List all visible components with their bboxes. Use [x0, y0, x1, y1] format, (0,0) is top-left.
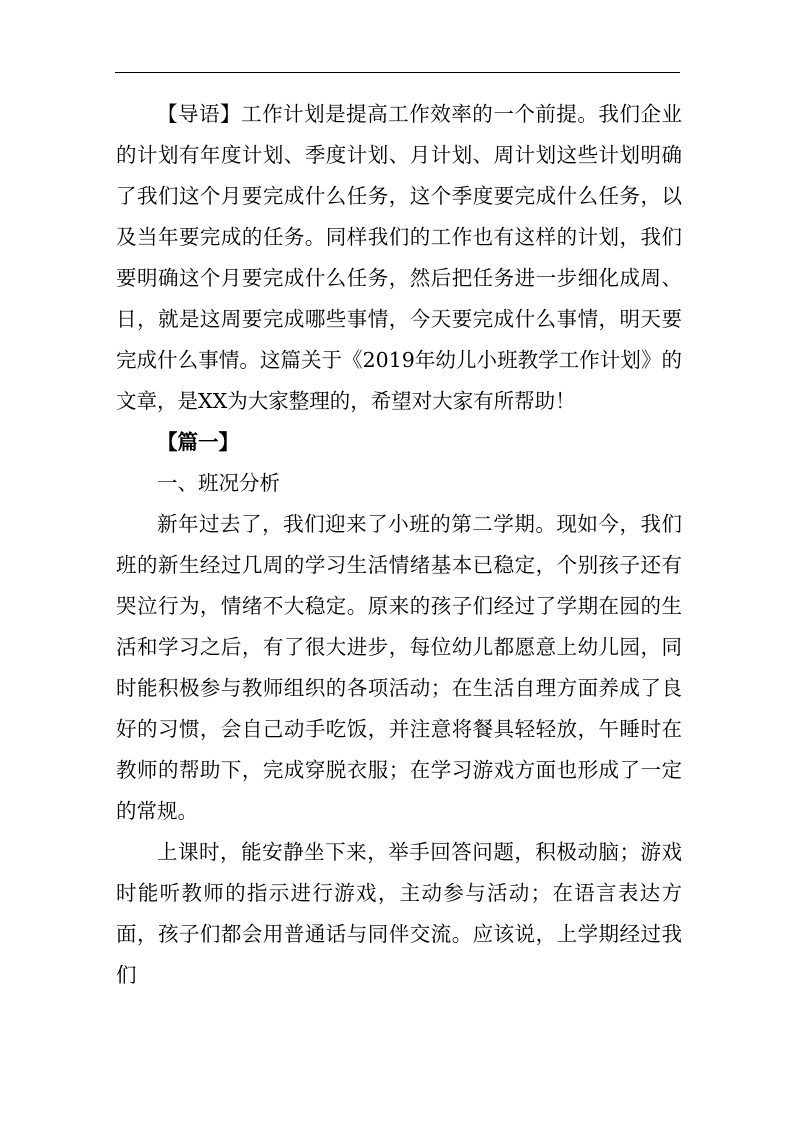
section-heading: 一、班况分析 [157, 471, 280, 495]
document-body [116, 94, 682, 996]
header-rule [115, 72, 680, 73]
section-label: 【篇一】 [157, 430, 239, 454]
intro-paragraph: 【导语】工作计划是提高工作效率的一个前提。我们企业的计划有年度计划、季度计划、月计划、周计划这些计划明确了我们这个月要完成什么任务，这个季度要完成什么任务，以及当年要完成的任务。同样我们的工作也有这样的计划，我们要明确这个月要完成什么任务，然后把任务进一步细化成周、日，就是这周要完成哪些事情，今天要完成什么事情，明天要完成什么事情。这篇关于《2019年幼儿小班教学工作计划》的文章，是XX为大家整理的，希望对大家有所帮助！ [116, 102, 682, 413]
body-paragraph-1: 新年过去了，我们迎来了小班的第二学期。现如今，我们班的新生经过几周的学习生活情绪基本已稳定，个别孩子还有哭泣行为，情绪不大稳定。原来的孩子们经过了学期在园的生活和学习之后，有了很大进步，每位幼儿都愿意上幼儿园，同时能积极参与教师组织的各项活动；在生活自理方面养成了良好的习惯，会自己动手吃饭，并注意将餐具轻轻放，午睡时在教师的帮助下，完成穿脱衣服；在学习游戏方面也形成了一定的常规。 [116, 512, 682, 823]
body-paragraph-2: 上课时，能安静坐下来，举手回答问题，积极动脑；游戏时能听教师的指示进行游戏，主动参与活动；在语言表达方面，孩子们都会用普通话与同伴交流。应该说，上学期经过我们 [116, 840, 682, 987]
